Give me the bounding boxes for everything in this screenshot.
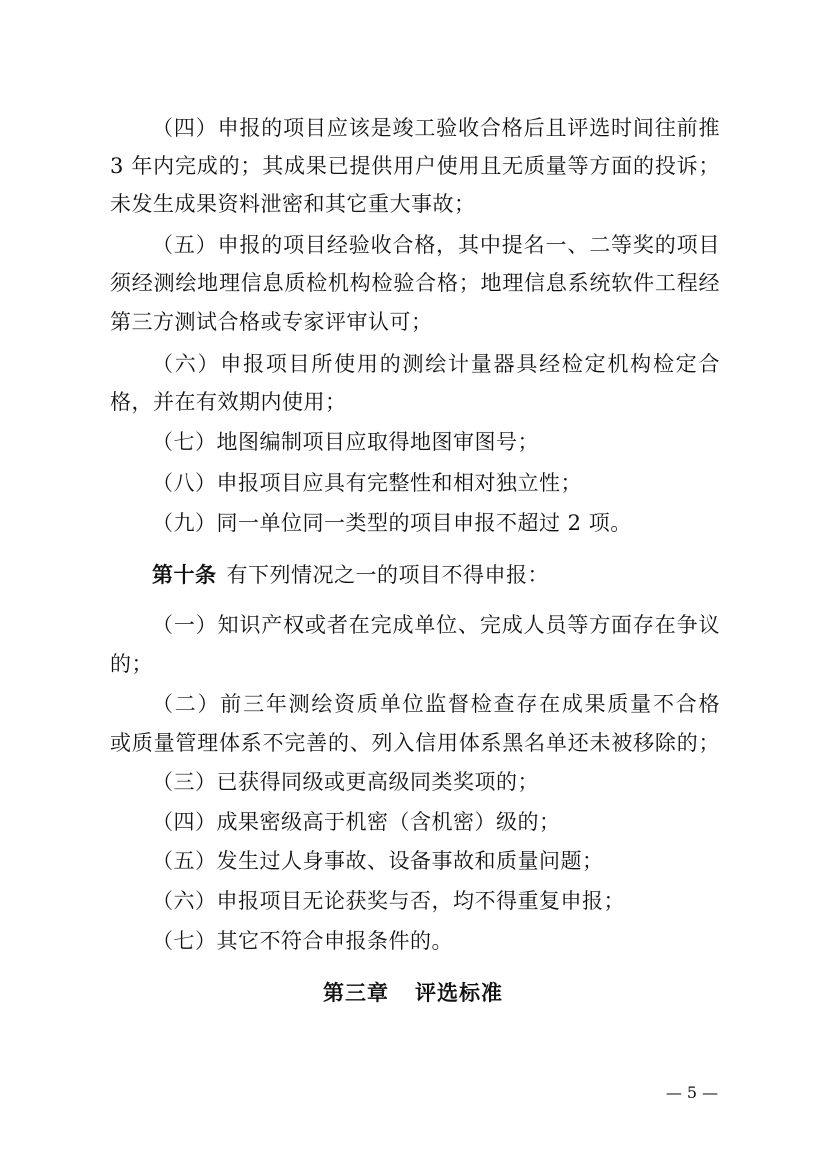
paragraph-line: （四）申报的项目应该是竣工验收合格后且评选时间往前推: [152, 116, 720, 140]
article-text: 有下列情况之一的项目不得申报：: [226, 563, 549, 587]
paragraph-line: （五）申报的项目经验收合格，其中提名一、二等奖的项目: [152, 233, 720, 257]
paragraph-line: （三）已获得同级或更高级同类奖项的；: [152, 770, 539, 794]
article-10-heading: [152, 560, 720, 590]
article-label: 第十条: [152, 563, 217, 587]
paragraph-line: 须经测绘地理信息质检机构检验合格；地理信息系统软件工程经: [110, 271, 720, 295]
paragraph-line: 或质量管理体系不完善的、列入信用体系黑名单还未被移除的；: [110, 731, 720, 755]
paragraph-line: （六）申报项目无论获奖与否，均不得重复申报；: [152, 889, 625, 913]
chapter-number: 第三章: [323, 981, 389, 1005]
paragraph-line: （四）成果密级高于机密（含机密）级的；: [152, 810, 561, 834]
paragraph-line: （七）地图编制项目应取得地图审图号；: [152, 430, 539, 454]
paragraph-line: （五）发生过人身事故、设备事故和质量问题；: [152, 849, 604, 873]
paragraph-line: （七）其它不符合申报条件的。: [152, 929, 453, 953]
paragraph-line: （六）申报项目所使用的测绘计量器具经检定机构检定合: [152, 352, 720, 376]
paragraph-line: 的；: [110, 652, 153, 676]
paragraph-line: （二）前三年测绘资质单位监督检查存在成果质量不合格: [152, 692, 720, 716]
paragraph-line: 第三方测试合格或专家评审认可；: [110, 310, 433, 334]
paragraph-line: （九）同一单位同一类型的项目申报不超过 2 项。: [152, 511, 632, 535]
paragraph-line: 未发生成果资料泄密和其它重大事故；: [110, 192, 476, 216]
paragraph-line: 3 年内完成的；其成果已提供用户使用且无质量等方面的投诉；: [110, 154, 720, 178]
paragraph-line: （八）申报项目应具有完整性和相对独立性；: [152, 471, 582, 495]
paragraph-line: 格，并在有效期内使用；: [110, 390, 347, 414]
paragraph-line: （一）知识产权或者在完成单位、完成人员等方面存在争议: [152, 613, 720, 637]
page-number: — 5 —: [665, 1083, 719, 1102]
chapter-title: 评选标准: [415, 981, 503, 1005]
chapter-heading: [0, 978, 826, 1008]
